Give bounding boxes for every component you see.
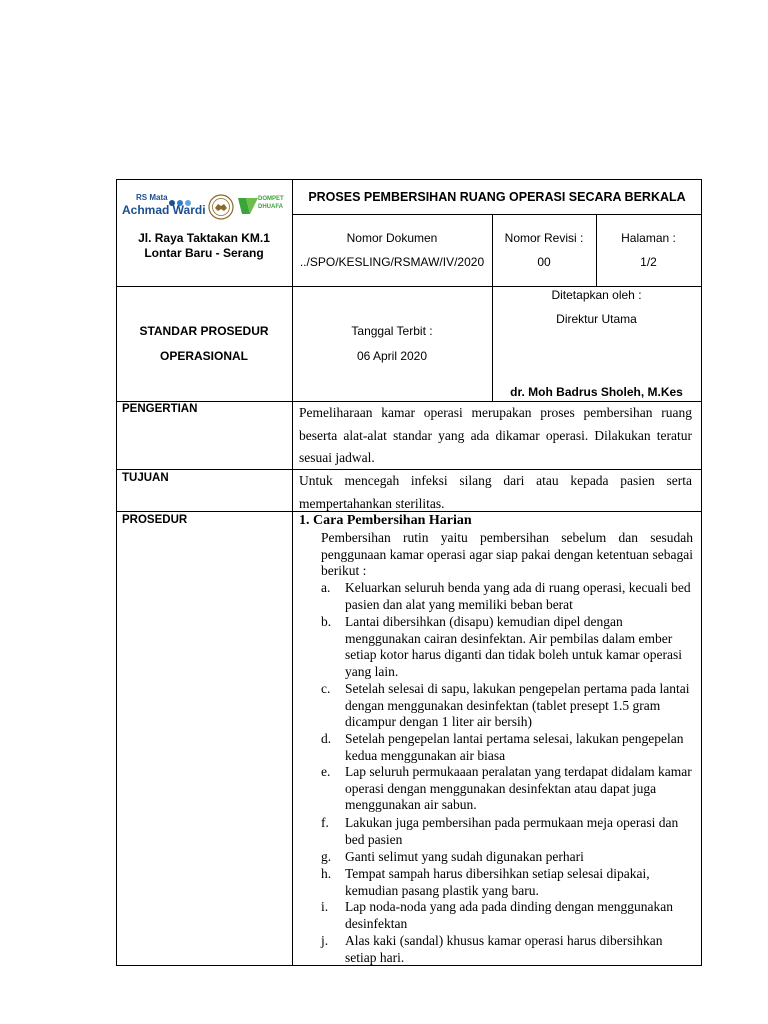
logo-rs-mata xyxy=(122,193,208,219)
row-divider-title xyxy=(292,214,702,215)
list-item-label: a. xyxy=(321,580,331,595)
list-item xyxy=(321,731,696,764)
tanggal-terbit-value: 06 April 2020 xyxy=(356,349,428,363)
list-item-label: i. xyxy=(321,899,329,914)
list-item xyxy=(321,614,696,680)
list-item-label: d. xyxy=(321,731,332,746)
list-item xyxy=(321,933,696,966)
spo-line-2: OPERASIONAL xyxy=(159,349,248,363)
garuda-seal-icon xyxy=(208,194,234,220)
document-title: PROSES PEMBERSIHAN RUANG OPERASI SECARA BERKALA xyxy=(308,190,686,204)
ditetapkan-name: dr. Moh Badrus Sholeh, M.Kes xyxy=(510,385,683,399)
ditetapkan-role: Direktur Utama xyxy=(556,312,637,326)
row-divider-header xyxy=(116,286,702,287)
list-item-text: Lap seluruh permukaaan peralatan yang terdapat didalam kamar operasi dengan menggunakan desinfektan atau dapat juga menggunakan air sabun. xyxy=(345,764,692,812)
tujuan-text: Untuk mencegah infeksi silang dari atau kepada pasien serta mempertahankan sterilitas. xyxy=(299,473,692,511)
tujuan-label: TUJUAN xyxy=(122,472,169,484)
column-divider-halaman xyxy=(596,214,597,287)
nomor-dokumen-value: ../SPO/KESLING/RSMAW/IV/2020 xyxy=(299,255,485,269)
prosedur-label: PROSEDUR xyxy=(122,514,188,526)
nomor-revisi-value: 00 xyxy=(537,255,551,269)
list-item-text: Setelah selesai di sapu, lakukan pengepelan pertama pada lantai dengan menggunakan desinfektan (tablet presept 1.5 gram dicampur dengan 1 liter air bersih) xyxy=(345,681,690,729)
logo-rs-small-text: RS Mata xyxy=(136,193,168,202)
list-item xyxy=(321,899,696,932)
logo-dd-line1: DOMPET xyxy=(258,196,284,202)
tanggal-terbit-label: Tanggal Terbit : xyxy=(351,324,433,338)
halaman-label: Halaman : xyxy=(621,231,676,245)
list-item-label: c. xyxy=(321,681,331,696)
nomor-dokumen-label: Nomor Dokumen xyxy=(346,231,438,245)
list-item-label: e. xyxy=(321,764,331,779)
list-item-text: Lantai dibersihkan (disapu) kemudian dipel dengan menggunakan cairan desinfektan. Air pembilas dalam ember setiap kotor harus diganti dan tidak boleh untuk kamar operasi yang lain. xyxy=(345,614,683,679)
list-item xyxy=(321,815,696,848)
list-item-label: g. xyxy=(321,849,332,864)
list-item-text: Tempat sampah harus dibersihkan setiap selesai dipakai, kemudian pasang plastik yang baru. xyxy=(345,866,650,898)
list-item-text: Keluarkan seluruh benda yang ada di ruang operasi, kecuali bed pasien dan alat yang memiliki beban berat xyxy=(345,580,691,612)
address-line-1: Jl. Raya Taktakan KM.1 xyxy=(138,231,270,245)
list-item-label: f. xyxy=(321,815,329,830)
dompet-dhuafa-logo xyxy=(236,193,288,219)
nomor-revisi-label: Nomor Revisi : xyxy=(504,231,584,245)
ditetapkan-label: Ditetapkan oleh : xyxy=(551,288,642,302)
address-line-2: Lontar Baru - Serang xyxy=(144,246,264,260)
list-item xyxy=(321,580,696,613)
spo-line-1: STANDAR PROSEDUR xyxy=(139,324,269,338)
list-item-text: Lakukan juga pembersihan pada permukaan meja operasi dan bed pasien xyxy=(345,815,679,847)
prosedur-intro: Pembersihan rutin yaitu pembersihan sebelum dan sesudah penggunaan kamar operasi agar siap pakai dengan ketentuan sebagai berikut : xyxy=(321,530,693,578)
list-item-text: Lap noda-noda yang ada pada dinding dengan menggunakan desinfektan xyxy=(345,899,674,931)
logo-dd-line2: DHUAFA xyxy=(258,204,283,210)
table-border-left xyxy=(116,179,117,966)
column-divider-main xyxy=(292,179,293,966)
prosedur-heading: 1. Cara Pembersihan Harian xyxy=(299,513,472,528)
table-border-top xyxy=(116,179,702,180)
table-border-right xyxy=(701,179,702,966)
pengertian-text: Pemeliharaan kamar operasi merupakan proses pembersihan ruang beserta alat-alat standar yang ada dikamar operasi. Dilakukan teratur sesuai jadwal. xyxy=(299,405,692,465)
list-item xyxy=(321,849,696,866)
pengertian-label: PENGERTIAN xyxy=(122,403,198,415)
logo-rs-name-text: Achmad Wardi xyxy=(122,203,206,217)
list-item-label: h. xyxy=(321,866,332,881)
list-item-text: Setelah pengepelan lantai pertama selesai, lakukan pengepelan kedua menggunakan air biasa xyxy=(345,731,684,763)
logo-dots-icon xyxy=(168,194,202,202)
list-item-label: j. xyxy=(321,933,329,948)
list-item-label: b. xyxy=(321,614,332,629)
list-item xyxy=(321,681,696,731)
list-item-text: Alas kaki (sandal) khusus kamar operasi harus dibersihkan setiap hari. xyxy=(345,933,663,965)
list-item-text: Ganti selimut yang sudah digunakan perhari xyxy=(345,849,584,864)
list-item xyxy=(321,764,696,814)
list-item xyxy=(321,866,696,899)
halaman-value: 1/2 xyxy=(640,255,657,269)
